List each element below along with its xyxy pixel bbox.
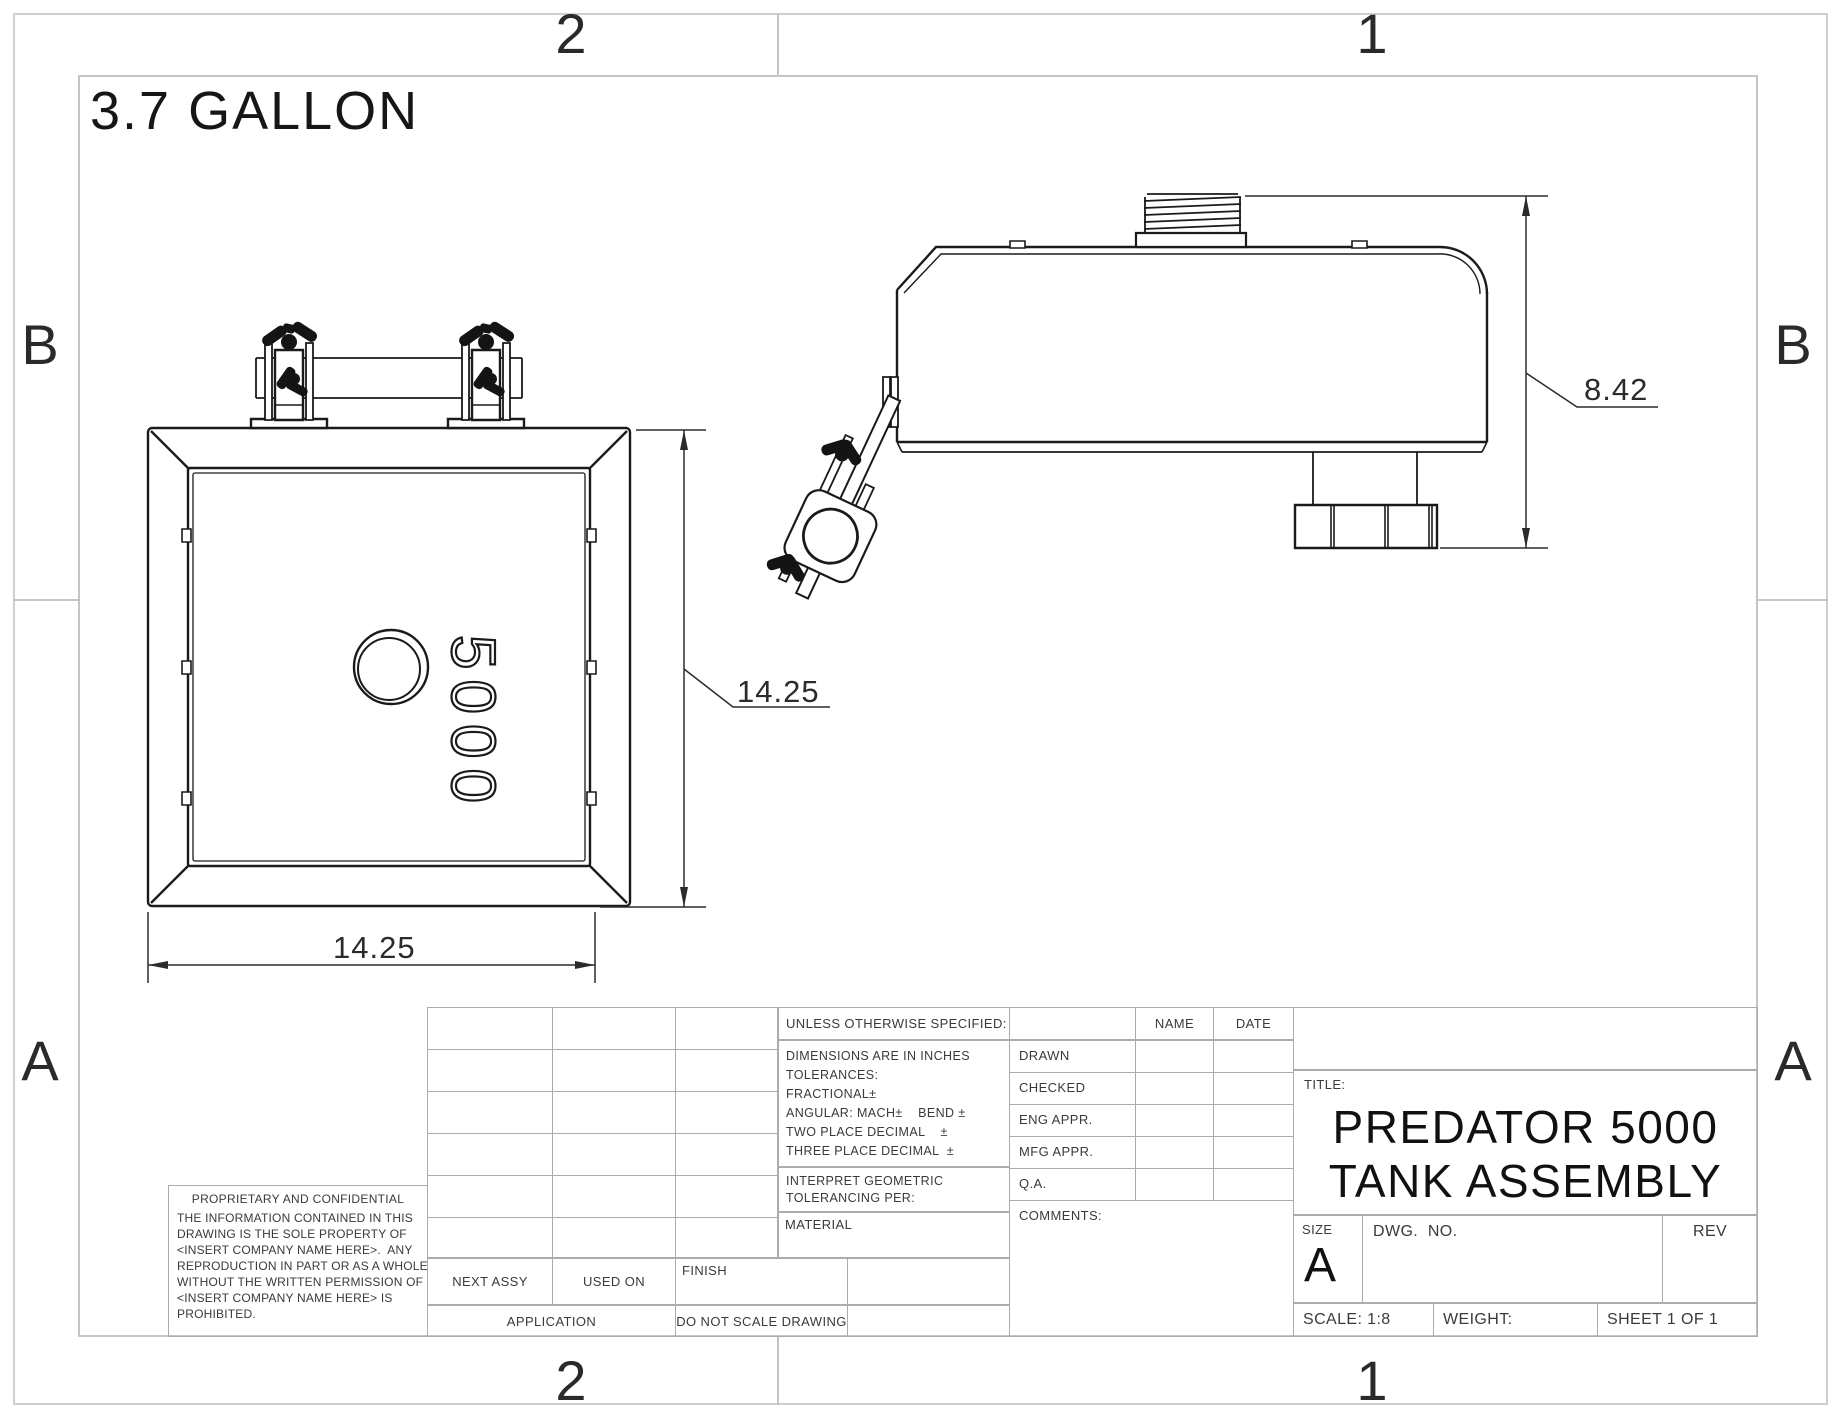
tolerance-line: TOLERANCES:	[786, 1068, 879, 1082]
capacity-label: 3.7 GALLON	[90, 81, 420, 141]
dim-front-height: 14.25	[737, 674, 820, 709]
approval-label-mfg-appr: MFG APPR.	[1009, 1136, 1136, 1169]
titleblock-material-cell: MATERIAL	[778, 1212, 1010, 1258]
titleblock-comments-cell: COMMENTS:	[1009, 1200, 1294, 1337]
proprietary-line: <INSERT COMPANY NAME HERE> IS	[177, 1291, 393, 1305]
proprietary-line: <INSERT COMPANY NAME HERE>. ANY	[177, 1243, 413, 1257]
approval-label-checked: CHECKED	[1009, 1072, 1136, 1105]
zone-label-top-2: 2	[555, 1, 587, 65]
tolerance-line: FRACTIONAL±	[786, 1087, 877, 1101]
title-line-1: PREDATOR 5000	[1332, 1101, 1719, 1153]
titleblock-do-not-scale-cell: DO NOT SCALE DRAWING	[675, 1305, 848, 1337]
titleblock-rev-cell	[1662, 1215, 1758, 1303]
zone-label-left-a: A	[21, 1028, 59, 1092]
approval-date-cell	[1213, 1168, 1294, 1201]
tolerance-line: DIMENSIONS ARE IN INCHES	[786, 1049, 970, 1063]
proprietary-line: WITHOUT THE WRITTEN PERMISSION OF	[177, 1275, 424, 1289]
approval-name-cell	[1135, 1040, 1214, 1073]
zone-label-right-b: B	[1774, 312, 1812, 376]
front-port-circle-inner	[358, 638, 420, 700]
title-line-2: TANK ASSEMBLY	[1328, 1155, 1723, 1207]
titleblock-next-assy-cell: NEXT ASSY	[427, 1258, 553, 1305]
rev-label: REV	[1693, 1223, 1728, 1240]
titleblock-revision-grid	[427, 1007, 778, 1258]
side-view-drawing	[759, 194, 1487, 612]
front-view-edge-notches	[182, 529, 596, 805]
tolerance-line: ANGULAR: MACH± BEND ±	[786, 1106, 966, 1120]
dim-side-height: 8.42	[1584, 372, 1649, 407]
titleblock-weight-cell: WEIGHT:	[1433, 1303, 1598, 1337]
title-label: TITLE:	[1304, 1077, 1346, 1092]
front-view-drawing	[148, 320, 630, 906]
proprietary-line: THE INFORMATION CONTAINED IN THIS	[177, 1211, 413, 1225]
titleblock-empty-cell-b	[847, 1305, 1010, 1337]
front-port-circle	[354, 630, 428, 704]
dim-front-width: 14.25	[333, 930, 416, 965]
dwg-no-label: DWG. NO.	[1373, 1223, 1458, 1240]
tolerance-line: THREE PLACE DECIMAL ±	[786, 1144, 955, 1158]
approval-date-cell	[1213, 1136, 1294, 1169]
tank-number-marking: 5000	[438, 635, 507, 813]
proprietary-line: PROHIBITED.	[177, 1307, 256, 1321]
titleblock-tolerance-cell	[778, 1040, 1010, 1167]
titleblock-size-cell	[1293, 1215, 1363, 1303]
front-clamp-right	[448, 320, 524, 428]
zone-label-top-1: 1	[1356, 1, 1388, 65]
approval-name-cell	[1135, 1168, 1214, 1201]
titleblock-empty-cell-a	[847, 1258, 1010, 1305]
zone-label-right-a: A	[1774, 1028, 1812, 1092]
approval-date-cell	[1213, 1072, 1294, 1105]
interpret-line: TOLERANCING PER:	[786, 1191, 916, 1205]
titleblock-sheet-cell: SHEET 1 OF 1	[1597, 1303, 1758, 1337]
proprietary-line: DRAWING IS THE SOLE PROPERTY OF	[177, 1227, 407, 1241]
titleblock-interpret-cell	[778, 1167, 1010, 1212]
zone-label-bottom-1: 1	[1356, 1348, 1388, 1412]
proprietary-notice	[168, 1185, 428, 1337]
side-clamp-assembly	[759, 377, 929, 612]
approval-name-cell	[1135, 1136, 1214, 1169]
approval-label-eng-appr: ENG APPR.	[1009, 1104, 1136, 1137]
approval-date-cell	[1213, 1104, 1294, 1137]
front-clamp-left	[251, 320, 327, 428]
size-value: A	[1304, 1239, 1337, 1292]
approval-label-drawn: DRAWN	[1009, 1040, 1136, 1073]
zone-label-left-b: B	[21, 312, 59, 376]
side-drain-fitting	[1295, 452, 1437, 548]
titleblock-empty-top-right	[1293, 1007, 1758, 1070]
tolerance-line: TWO PLACE DECIMAL ±	[786, 1125, 948, 1139]
titleblock-used-on-cell: USED ON	[552, 1258, 676, 1305]
proprietary-heading: PROPRIETARY AND CONFIDENTIAL	[191, 1192, 405, 1206]
side-thread-fitting	[1136, 194, 1246, 247]
approval-name-cell	[1135, 1072, 1214, 1105]
approval-label-qa: Q.A.	[1009, 1168, 1136, 1201]
titleblock-date-header: DATE	[1213, 1007, 1294, 1040]
approval-date-cell	[1213, 1040, 1294, 1073]
zone-label-bottom-2: 2	[555, 1348, 587, 1412]
proprietary-line: REPRODUCTION IN PART OR AS A WHOLE	[177, 1259, 428, 1273]
size-label: SIZE	[1302, 1222, 1333, 1237]
titleblock-dwg-no-cell	[1362, 1215, 1663, 1303]
approval-name-cell	[1135, 1104, 1214, 1137]
titleblock-application-cell: APPLICATION	[427, 1305, 676, 1337]
titleblock-name-header: NAME	[1135, 1007, 1214, 1040]
titleblock-unless-cell: UNLESS OTHERWISE SPECIFIED:	[778, 1007, 1010, 1040]
titleblock-finish-cell: FINISH	[675, 1258, 848, 1305]
titleblock-scale-cell: SCALE: 1:8	[1293, 1303, 1434, 1337]
titleblock-approvals-corner	[1009, 1007, 1136, 1040]
titleblock-title-cell	[1293, 1070, 1758, 1215]
interpret-line: INTERPRET GEOMETRIC	[786, 1174, 944, 1188]
